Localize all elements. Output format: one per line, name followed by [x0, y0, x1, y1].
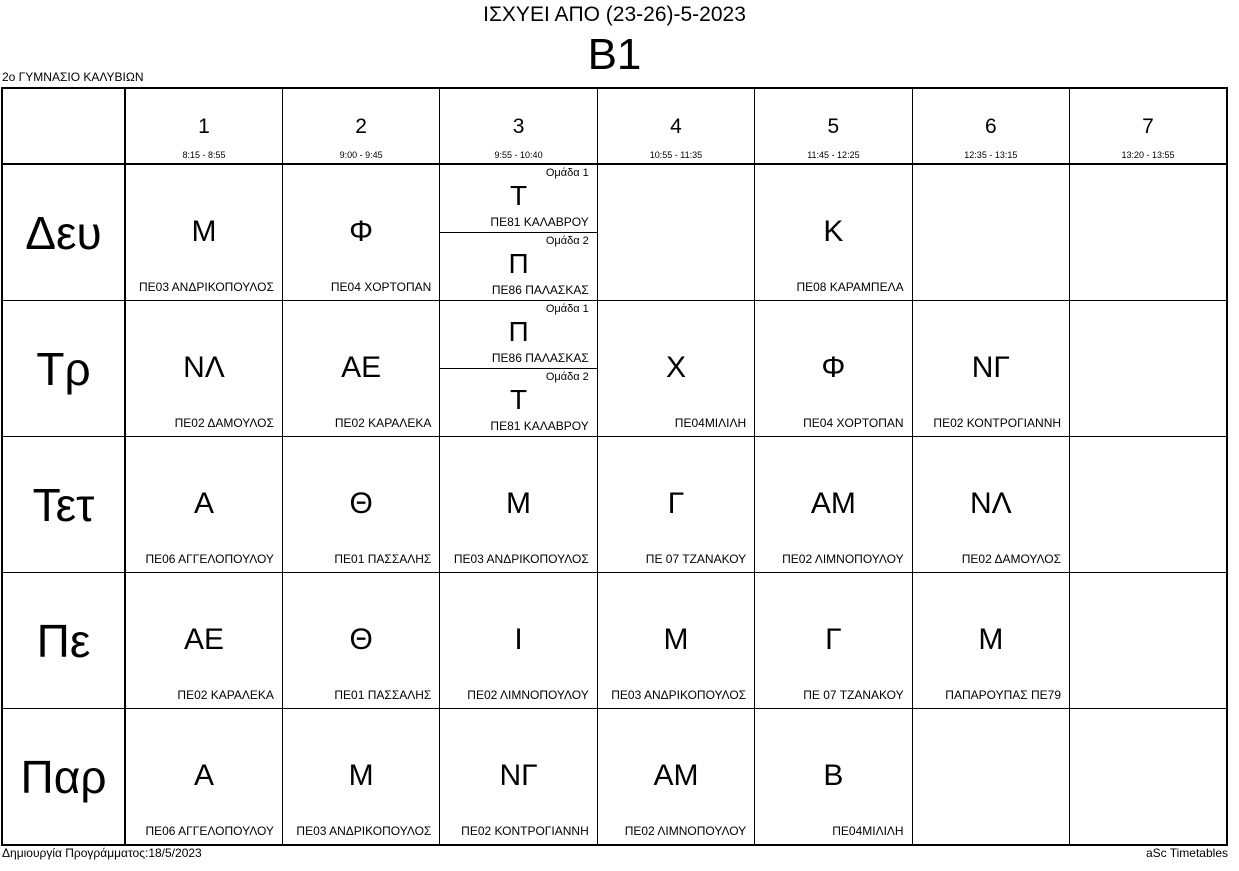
lesson-cell — [440, 301, 597, 437]
period-time: 13:20 - 13:55 — [1121, 150, 1175, 160]
empty-cell — [1070, 573, 1227, 709]
teacher-name: ΠΕ 07 ΤΖΑΝΑΚΟΥ — [803, 688, 904, 702]
subject-code: Κ — [823, 215, 844, 248]
teacher-name: ΠΕ01 ΠΑΣΣΑΛΗΣ — [334, 552, 432, 566]
subject-code: ΝΓ — [971, 351, 1010, 384]
subject-code: ΝΛ — [183, 351, 225, 384]
subject-code: Γ — [667, 487, 685, 520]
lesson-cell — [755, 164, 912, 301]
day-label: Παρ — [20, 750, 107, 803]
period-number: 3 — [512, 115, 525, 138]
teacher-name: ΠΕ01 ΠΑΣΣΑΛΗΣ — [334, 688, 432, 702]
empty-cell — [597, 164, 754, 301]
group-lesson — [440, 369, 596, 436]
period-time: 10:55 - 11:35 — [649, 150, 703, 160]
teacher-name: ΠΕ03 ΑΝΔΡΙΚΟΠΟΥΛΟΣ — [138, 280, 274, 294]
period-header-2 — [282, 88, 439, 164]
teacher-name: ΠΕ02 ΔΑΜΟΥΛΟΣ — [961, 552, 1062, 566]
subject-code: Μ — [663, 623, 689, 656]
day-label: Δευ — [25, 206, 102, 259]
empty-cell — [1070, 437, 1227, 573]
subject-code: Π — [508, 248, 529, 279]
teacher-name: ΠΑΠΑΡΟΥΠΑΣ ΠΕ79 — [945, 688, 1062, 702]
lesson-cell — [755, 573, 912, 709]
day-row — [2, 573, 1227, 709]
period-number: 6 — [984, 115, 997, 138]
subject-code: Ι — [514, 623, 523, 656]
period-time: 8:15 - 8:55 — [182, 150, 226, 160]
lesson-cell — [597, 709, 754, 846]
empty-cell — [1070, 301, 1227, 437]
subject-code: ΑΕ — [341, 351, 382, 384]
lesson-cell — [912, 437, 1069, 573]
subject-code: Φ — [349, 215, 374, 248]
lesson-cell — [125, 301, 282, 437]
lesson-cell — [755, 437, 912, 573]
empty-cell — [1070, 164, 1227, 301]
subject-code: Χ — [665, 351, 686, 384]
period-header-6 — [912, 88, 1069, 164]
teacher-name: ΠΕ02 ΚΟΝΤΡΟΓΙΑΝΝΗ — [461, 824, 589, 838]
teacher-name: ΠΕ06 ΑΓΓΕΛΟΠΟΥΛΟΥ — [145, 552, 274, 566]
teacher-name: ΠΕ04 ΧΟΡΤΟΠΑΝ — [803, 416, 904, 430]
teacher-name: ΠΕ04ΜΙΛΙΛΗ — [832, 824, 904, 838]
lesson-cell — [597, 573, 754, 709]
day-label-cell — [2, 164, 125, 301]
teacher-name: ΠΕ03 ΑΝΔΡΙΚΟΠΟΥΛΟΣ — [611, 688, 747, 702]
teacher-name: ΠΕ06 ΑΓΓΕΛΟΠΟΥΛΟΥ — [145, 824, 274, 838]
period-time: 9:55 - 10:40 — [494, 150, 543, 160]
subject-code: ΝΛ — [969, 487, 1012, 520]
lesson-cell — [125, 437, 282, 573]
day-row — [2, 301, 1227, 437]
teacher-name: ΠΕ86 ΠΑΛΑΣΚΑΣ — [491, 351, 589, 365]
timetable-body — [2, 164, 1227, 845]
subject-code: ΑΜ — [653, 759, 699, 792]
lesson-cell — [125, 164, 282, 301]
subject-code: Α — [193, 487, 214, 520]
group-label: Ομάδα 2 — [545, 235, 589, 247]
teacher-name: ΠΕ02 ΚΟΝΤΡΟΓΙΑΝΝΗ — [933, 416, 1062, 430]
period-header-1 — [125, 88, 282, 164]
empty-cell — [1070, 709, 1227, 846]
period-number: 4 — [670, 115, 682, 138]
lesson-cell — [282, 709, 439, 846]
subject-code: Μ — [978, 623, 1004, 656]
subject-code: Γ — [825, 623, 842, 656]
subject-code: ΝΓ — [499, 759, 538, 792]
school-name: 2ο ΓΥΜΝΑΣΙΟ ΚΑΛΥΒΙΩΝ — [2, 70, 144, 84]
lesson-cell — [125, 709, 282, 846]
subject-code: Π — [508, 316, 529, 347]
lesson-cell — [440, 164, 597, 301]
subject-code: Θ — [349, 623, 373, 656]
day-row — [2, 437, 1227, 573]
day-label-cell — [2, 437, 125, 573]
teacher-name: ΠΕ02 ΔΑΜΟΥΛΟΣ — [174, 416, 274, 430]
subject-code: Μ — [506, 487, 532, 520]
subject-code: Φ — [821, 351, 846, 384]
lesson-cell — [755, 709, 912, 846]
subject-code: ΑΕ — [183, 623, 224, 656]
teacher-name: ΠΕ03 ΑΝΔΡΙΚΟΠΟΥΛΟΣ — [296, 824, 432, 838]
teacher-name: ΠΕ81 ΚΑΛΑΒΡΟΥ — [490, 419, 589, 433]
day-label-cell — [2, 301, 125, 437]
period-time: 11:45 - 12:25 — [807, 150, 860, 160]
period-header-3 — [440, 88, 597, 164]
split-lesson — [440, 165, 596, 300]
teacher-name: ΠΕ81 ΚΑΛΑΒΡΟΥ — [490, 215, 589, 229]
group-label: Ομάδα 1 — [545, 167, 589, 179]
group-label: Ομάδα 2 — [545, 371, 589, 383]
day-row — [2, 709, 1227, 846]
period-header-row — [2, 88, 1227, 164]
subject-code: Β — [823, 759, 844, 792]
lesson-cell — [912, 573, 1069, 709]
subject-code: ΑΜ — [810, 487, 856, 520]
day-row — [2, 164, 1227, 301]
period-number: 1 — [198, 115, 210, 138]
lesson-cell — [282, 301, 439, 437]
lesson-cell — [440, 709, 597, 846]
teacher-name: ΠΕ02 ΛΙΜΝΟΠΟΥΛΟΥ — [467, 688, 589, 702]
period-header-4 — [597, 88, 754, 164]
lesson-cell — [282, 573, 439, 709]
group-label: Ομάδα 1 — [545, 303, 589, 315]
group-lesson — [440, 301, 596, 369]
teacher-name: ΠΕ04ΜΙΛΙΛΗ — [674, 416, 747, 430]
period-time: 9:00 - 9:45 — [339, 150, 383, 160]
teacher-name: ΠΕ03 ΑΝΔΡΙΚΟΠΟΥΛΟΣ — [453, 552, 589, 566]
day-label-cell — [2, 709, 125, 846]
empty-cell — [912, 709, 1069, 846]
subject-code: Θ — [349, 487, 373, 520]
subject-code: Τ — [510, 384, 528, 415]
empty-cell — [912, 164, 1069, 301]
teacher-name: ΠΕ02 ΚΑΡΑΛΕΚΑ — [177, 688, 274, 702]
subject-code: Α — [193, 759, 214, 792]
lesson-cell — [440, 573, 597, 709]
validity-title: ΙΣΧΥΕΙ ΑΠΟ (23-26)-5-2023 — [483, 3, 746, 26]
teacher-name: ΠΕ 07 ΤΖΑΝΑΚΟΥ — [645, 552, 747, 566]
lesson-cell — [440, 437, 597, 573]
day-label-cell — [2, 573, 125, 709]
corner-cell — [2, 88, 125, 164]
teacher-name: ΠΕ02 ΛΙΜΝΟΠΟΥΛΟΥ — [624, 824, 747, 838]
period-header-7 — [1070, 88, 1227, 164]
group-lesson — [440, 233, 596, 300]
lesson-cell — [282, 164, 439, 301]
lesson-cell — [125, 573, 282, 709]
group-lesson — [440, 165, 596, 233]
split-lesson — [440, 301, 596, 436]
period-number: 2 — [355, 115, 367, 138]
day-label: Πε — [36, 614, 91, 667]
lesson-cell — [755, 301, 912, 437]
period-time: 12:35 - 13:15 — [964, 150, 1018, 160]
subject-code: Μ — [191, 215, 217, 248]
lesson-cell — [912, 301, 1069, 437]
class-title: Β1 — [587, 30, 642, 79]
creation-date: Δημιουργία Προγράμματος:18/5/2023 — [2, 846, 202, 860]
teacher-name: ΠΕ02 ΚΑΡΑΛΕΚΑ — [334, 416, 432, 430]
day-label: Τρ — [36, 342, 91, 395]
period-header-5 — [755, 88, 912, 164]
period-number: 7 — [1142, 115, 1154, 138]
day-label: Τετ — [32, 478, 95, 531]
subject-code: Μ — [348, 759, 374, 792]
subject-code: Τ — [510, 180, 528, 211]
software-credit: aSc Timetables — [1145, 846, 1228, 860]
lesson-cell — [282, 437, 439, 573]
teacher-name: ΠΕ04 ΧΟΡΤΟΠΑΝ — [330, 280, 432, 294]
teacher-name: ΠΕ86 ΠΑΛΑΣΚΑΣ — [491, 283, 589, 297]
timetable-grid — [1, 87, 1228, 846]
lesson-cell — [597, 301, 754, 437]
period-number: 5 — [827, 115, 840, 138]
lesson-cell — [597, 437, 754, 573]
teacher-name: ΠΕ02 ΛΙΜΝΟΠΟΥΛΟΥ — [782, 552, 904, 566]
teacher-name: ΠΕ08 ΚΑΡΑΜΠΕΛΑ — [796, 280, 904, 294]
